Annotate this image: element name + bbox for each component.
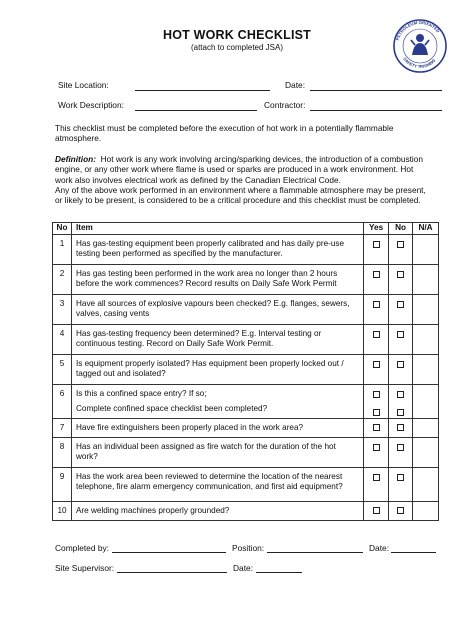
page-title: HOT WORK CHECKLIST — [162, 28, 312, 42]
row-item-text: Have fire extinguishers been properly placed in the work area? — [75, 423, 304, 432]
completed-by-label: Completed by: — [55, 543, 109, 553]
row-item-text: Is this a confined space entry? If so; — [75, 389, 207, 398]
na-cell — [413, 468, 439, 502]
row-number: 6 — [53, 385, 72, 419]
yes-checkbox[interactable] — [373, 507, 380, 514]
definition-label: Definition: — [55, 154, 97, 164]
no-cell — [389, 355, 413, 385]
supervisor-date-field[interactable] — [256, 572, 302, 573]
yes-cell — [364, 265, 389, 295]
date-label: Date: — [285, 80, 306, 90]
page-subtitle: (attach to completed JSA) — [190, 43, 284, 52]
col-header-no: No — [53, 223, 72, 235]
contractor-field[interactable] — [310, 110, 442, 111]
col-header-na: N/A — [413, 223, 439, 235]
row-item — [71, 325, 363, 355]
no-cell — [389, 438, 413, 468]
table-row — [53, 295, 439, 325]
row-number: 9 — [53, 468, 72, 502]
no-checkbox[interactable] — [397, 271, 404, 278]
na-cell — [413, 502, 439, 521]
yes-cell — [364, 325, 389, 355]
site-supervisor-label: Site Supervisor: — [55, 563, 115, 573]
no-cell — [389, 502, 413, 521]
row-item-text: Has an individual been assigned as fire watch for the duration of the hot work? — [75, 442, 336, 462]
yes-checkbox[interactable] — [373, 331, 380, 338]
table-row — [53, 468, 439, 502]
definition-text-2: Any of the above work performed in an environment where a flammable atmosphere may be present, or likely to be present, is considered to be a critical procedure and this checklist must be completed. — [55, 184, 426, 206]
footer-date-field[interactable] — [391, 552, 436, 553]
intro-text: This checklist must be completed before the execution of hot work in a potentially flammable atmosphere. — [55, 123, 394, 144]
row-item — [71, 295, 363, 325]
checklist-table — [52, 222, 439, 521]
na-cell — [413, 438, 439, 468]
row-item-text: Have all sources of explosive vapours been checked? E.g. flanges, sewers, valves, casing vents — [75, 299, 350, 319]
no-checkbox[interactable] — [397, 241, 404, 248]
row-item-text: Has gas-testing equipment been properly calibrated and has daily pre-use testing been performed as specified by the manufacturer. — [75, 239, 345, 259]
na-cell — [413, 355, 439, 385]
row-number: 2 — [53, 265, 72, 295]
row-item — [71, 265, 363, 295]
no-checkbox[interactable] — [397, 474, 404, 481]
no-cell — [389, 325, 413, 355]
row-item-text: Has gas-testing frequency been determined? E.g. Interval testing or continuous testing. Record on Daily Safe Work Permit. — [75, 329, 322, 349]
yes-cell — [364, 295, 389, 325]
table-row — [53, 235, 439, 265]
row-item — [71, 419, 363, 438]
row-item-text: Has gas testing been performed in the work area no longer than 2 hours before the work commences? Record results on Daily Safe Work Permit — [75, 269, 338, 289]
row-item-text-2: Complete confined space checklist been completed? — [75, 404, 268, 414]
table-row — [53, 419, 439, 438]
site-location-field[interactable] — [135, 90, 270, 91]
position-field[interactable] — [267, 552, 363, 553]
yes-cell — [364, 502, 389, 521]
yes-checkbox-2[interactable] — [373, 409, 380, 416]
position-label: Position: — [232, 543, 265, 553]
no-cell — [389, 295, 413, 325]
no-checkbox[interactable] — [397, 331, 404, 338]
na-cell — [413, 235, 439, 265]
row-item — [71, 502, 363, 521]
row-item — [71, 385, 363, 419]
definition-text: Hot work is any work involving arcing/sparking devices, the introduction of a combustion engine, or any other work where flame is used or sparks are produced in a work environment. Hot work also involves electrical work as defined by the Canadian Electrical Code. — [55, 154, 423, 185]
table-row — [53, 502, 439, 521]
yes-checkbox[interactable] — [373, 444, 380, 451]
row-item-text: Has the work area been reviewed to determine the location of the nearest telephone, fire alarm emergency communication, and first aid equipment? — [75, 472, 343, 492]
site-supervisor-field[interactable] — [117, 572, 227, 573]
yes-cell — [364, 355, 389, 385]
definition-block — [55, 154, 433, 205]
footer-date-label: Date: — [369, 543, 390, 553]
na-cell — [413, 265, 439, 295]
svg-text:PETROLEUM ORIENTED: PETROLEUM ORIENTED — [394, 19, 441, 41]
row-item — [71, 355, 363, 385]
yes-cell — [364, 419, 389, 438]
contractor-label: Contractor: — [264, 100, 306, 110]
site-location-label: Site Location: — [58, 80, 109, 90]
no-checkbox[interactable] — [397, 361, 404, 368]
no-checkbox[interactable] — [397, 444, 404, 451]
row-number: 7 — [53, 419, 72, 438]
svg-text:SAFETY TRAINING: SAFETY TRAINING — [402, 56, 437, 70]
yes-checkbox[interactable] — [373, 391, 380, 398]
yes-cell — [364, 235, 389, 265]
table-row — [53, 265, 439, 295]
table-row — [53, 325, 439, 355]
yes-checkbox[interactable] — [373, 361, 380, 368]
table-row — [53, 438, 439, 468]
row-number: 5 — [53, 355, 72, 385]
na-cell — [413, 295, 439, 325]
col-header-yes: Yes — [364, 223, 389, 235]
yes-checkbox[interactable] — [373, 301, 380, 308]
supervisor-date-label: Date: — [233, 563, 254, 573]
row-item — [71, 235, 363, 265]
row-number: 1 — [53, 235, 72, 265]
no-cell — [389, 385, 413, 419]
row-item — [71, 438, 363, 468]
row-item — [71, 468, 363, 502]
no-checkbox[interactable] — [397, 507, 404, 514]
na-cell — [413, 325, 439, 355]
date-field[interactable] — [310, 90, 442, 91]
no-cell — [389, 419, 413, 438]
na-cell — [413, 419, 439, 438]
row-number: 10 — [53, 502, 72, 521]
company-logo — [392, 18, 448, 74]
table-row — [53, 385, 439, 419]
yes-checkbox[interactable] — [373, 241, 380, 248]
completed-by-field[interactable] — [112, 552, 226, 553]
table-header-row — [53, 223, 439, 235]
yes-cell — [364, 468, 389, 502]
na-cell — [413, 385, 439, 419]
yes-cell — [364, 385, 389, 419]
col-header-no-answer: No — [389, 223, 413, 235]
yes-checkbox[interactable] — [373, 424, 380, 431]
yes-checkbox[interactable] — [373, 474, 380, 481]
work-description-label: Work Description: — [58, 100, 124, 110]
yes-checkbox[interactable] — [373, 271, 380, 278]
no-cell — [389, 265, 413, 295]
no-cell — [389, 235, 413, 265]
yes-cell — [364, 438, 389, 468]
row-item-text: Are welding machines properly grounded? — [75, 506, 230, 515]
row-number: 4 — [53, 325, 72, 355]
row-number: 3 — [53, 295, 72, 325]
no-checkbox[interactable] — [397, 391, 404, 398]
row-item-text: Is equipment properly isolated? Has equipment been properly locked out / tagged out and isolated? — [75, 359, 344, 379]
row-number: 8 — [53, 438, 72, 468]
col-header-item: Item — [71, 223, 363, 235]
work-description-field[interactable] — [135, 110, 257, 111]
table-row — [53, 355, 439, 385]
no-checkbox[interactable] — [397, 424, 404, 431]
no-checkbox[interactable] — [397, 301, 404, 308]
no-cell — [389, 468, 413, 502]
no-checkbox-2[interactable] — [397, 409, 404, 416]
